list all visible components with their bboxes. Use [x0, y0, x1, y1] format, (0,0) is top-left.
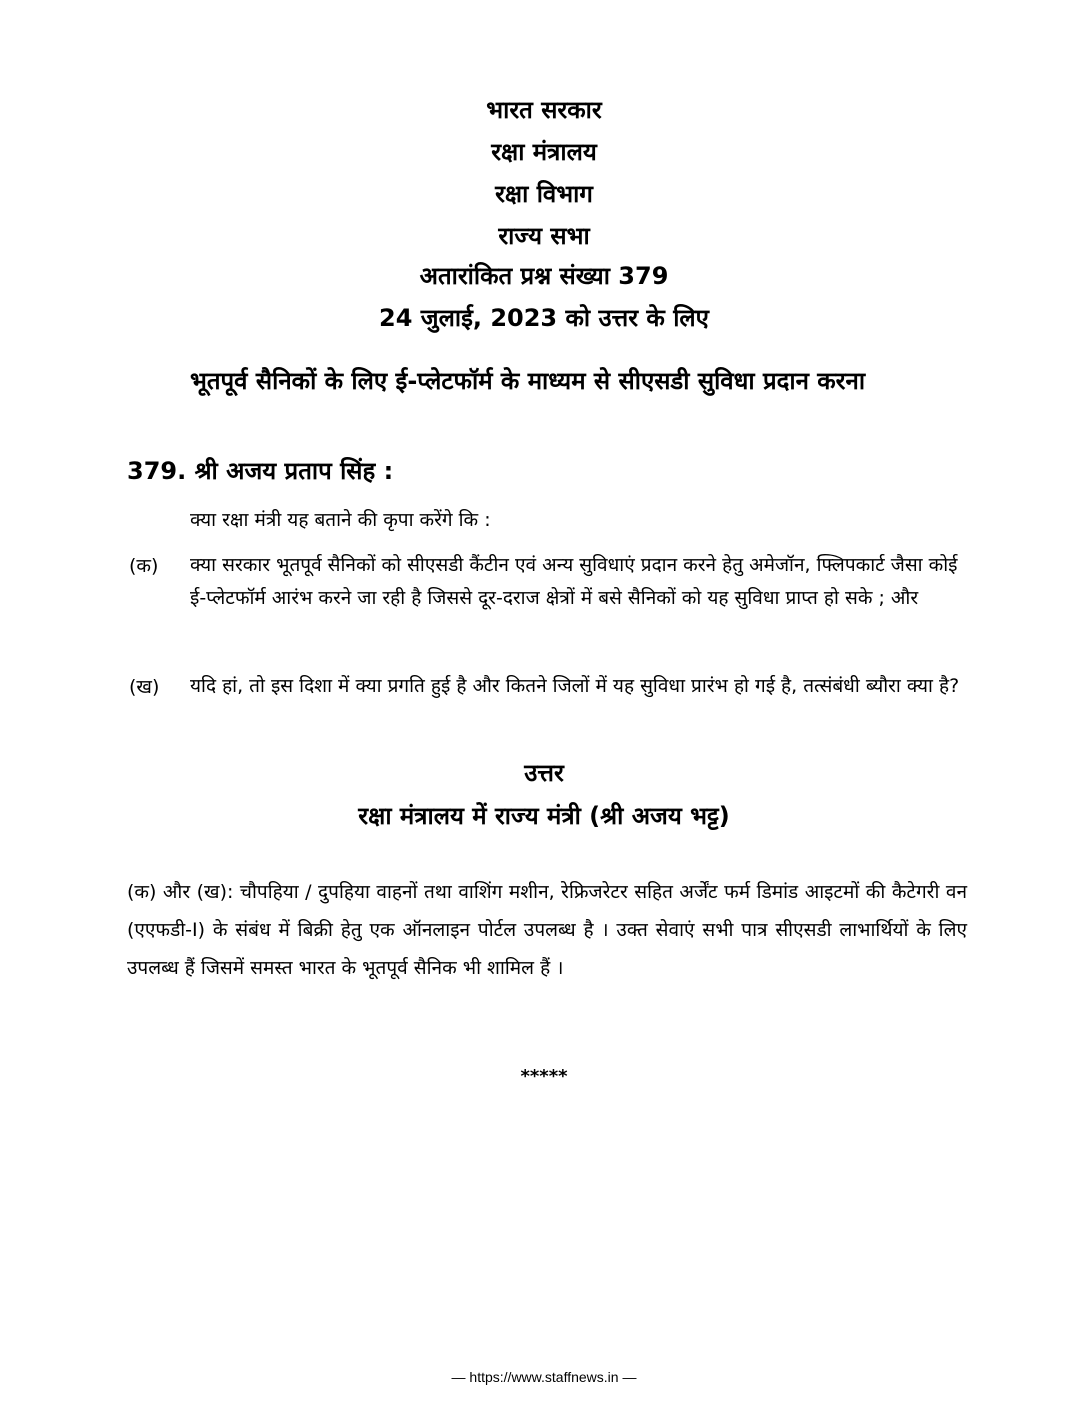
answer-heading: उत्तर [524, 759, 564, 787]
header-question-number: अतारांकित प्रश्न संख्या 379 [419, 262, 669, 290]
header-ministry: रक्षा मंत्रालय [491, 138, 597, 166]
question-subject: भूतपूर्व सैनिकों के लिए ई-प्लेटफॉर्म के माध्यम से सीएसडी सुविधा प्रदान करना [190, 367, 866, 395]
header-government: भारत सरकार [486, 96, 602, 124]
header-house: राज्य सभा [498, 222, 590, 250]
part-b-text: यदि हां, तो इस दिशा में क्या प्रगति हुई है और कितने जिलों में यह सुविधा प्रारंभ हो गई है, तत्संबंधी ब्यौरा क्या है? [190, 675, 960, 697]
footer-source-link[interactable]: — https://www.staffnews.in — [451, 1369, 637, 1385]
header-answer-date: 24 जुलाई, 2023 को उत्तर के लिए [379, 304, 709, 332]
end-marker: ***** [520, 1066, 568, 1087]
part-a-text: क्या सरकार भूतपूर्व सैनिकों को सीएसडी कैंटीन एवं अन्य सुविधाएं प्रदान करने हेतु अमेजॉन, फ्लिपकार्ट जैसा कोई ई-प्लेटफॉर्म आरंभ करने जा रही है जिससे दूर-दराज क्षेत्रों में बसे सैनिकों को यह सुविधा प्राप्त हो सके ; और [190, 554, 958, 609]
part-b-label: (ख) [129, 676, 160, 698]
answer-minister: रक्षा मंत्रालय में राज्य मंत्री (श्री अजय भट्ट) [358, 802, 730, 830]
question-intro: क्या रक्षा मंत्री यह बताने की कृपा करेंगे कि : [190, 509, 491, 531]
header-department: रक्षा विभाग [495, 180, 593, 208]
question-asker: 379. श्री अजय प्रताप सिंह : [127, 457, 394, 485]
part-a-label: (क) [129, 555, 159, 577]
answer-text: (क) और (ख): चौपहिया / दुपहिया वाहनों तथा वाशिंग मशीन, रेफ्रिजरेटर सहित अर्जेंट फर्म डिमांड आइटमों की कैटेगरी वन (एएफडी-I) के संबंध में बिक्री हेतु एक ऑनलाइन पोर्टल उपलब्ध है । उक्त सेवाएं सभी पात्र सीएसडी लाभार्थियों के लिए उपलब्ध हैं जिसमें समस्त भारत के भूतपूर्व सैनिक भी शामिल हैं । [127, 881, 967, 979]
